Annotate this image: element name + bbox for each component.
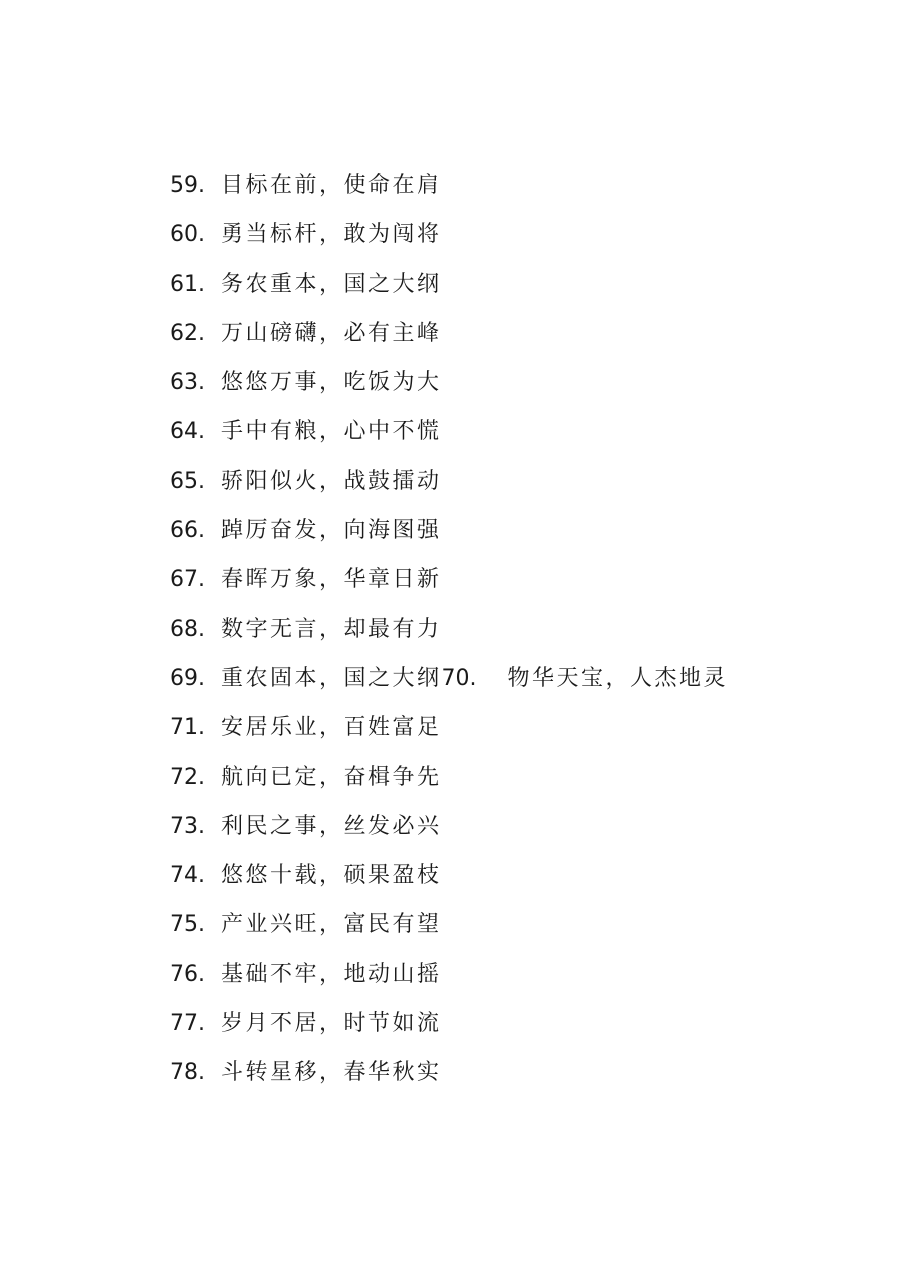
item-text: 基础不牢，地动山摇	[221, 961, 442, 987]
list-item	[170, 407, 850, 456]
item-text: 岁月不居，时节如流	[221, 1011, 442, 1037]
slogan-list	[170, 161, 850, 1098]
item-number: 64.	[170, 419, 205, 445]
item-number: 77.	[170, 1011, 205, 1037]
item-text: 斗转星移，春华秋实	[221, 1060, 442, 1086]
item-number: 78.	[170, 1060, 205, 1086]
item-number: 75.	[170, 912, 205, 938]
item-number: 63.	[170, 370, 205, 396]
list-item	[170, 555, 850, 604]
list-item	[170, 851, 850, 900]
item-text: 踔厉奋发，向海图强	[221, 518, 442, 544]
list-item	[170, 900, 850, 949]
list-item	[170, 703, 850, 752]
item-text: 安居乐业，百姓富足	[221, 715, 442, 741]
list-item	[170, 654, 850, 703]
item-text: 春晖万象，华章日新	[221, 567, 442, 593]
item-number: 71.	[170, 715, 205, 741]
item-text: 务农重本，国之大纲	[221, 271, 442, 297]
list-item	[170, 506, 850, 555]
item-number: 70.	[441, 665, 477, 691]
item-text: 悠悠十载，硕果盈枝	[221, 863, 442, 889]
list-item	[170, 260, 850, 309]
item-text: 航向已定，奋楫争先	[221, 764, 442, 790]
item-number: 60.	[170, 222, 205, 248]
item-text: 物华天宝，人杰地灵	[507, 665, 729, 691]
item-number: 61.	[170, 271, 205, 297]
list-item	[170, 1048, 850, 1097]
list-item	[170, 802, 850, 851]
item-number: 72.	[170, 764, 205, 790]
item-number: 69.	[170, 665, 205, 691]
item-number: 68.	[170, 616, 205, 642]
item-number: 65.	[170, 468, 205, 494]
list-item	[170, 161, 850, 210]
item-text: 骄阳似火，战鼓擂动	[221, 468, 442, 494]
item-text: 手中有粮，心中不慌	[221, 419, 442, 445]
item-text: 利民之事，丝发必兴	[221, 813, 442, 839]
list-item	[170, 605, 850, 654]
item-text: 悠悠万事，吃饭为大	[221, 370, 442, 396]
item-text: 勇当标杆，敢为闯将	[221, 222, 442, 248]
item-text: 数字无言，却最有力	[221, 616, 442, 642]
item-text: 产业兴旺，富民有望	[221, 912, 442, 938]
item-number: 74.	[170, 863, 205, 889]
item-number: 62.	[170, 320, 205, 346]
item-number: 76.	[170, 961, 205, 987]
merged-item	[442, 654, 729, 703]
item-text: 万山磅礴，必有主峰	[221, 320, 442, 346]
list-item	[170, 358, 850, 407]
list-item	[170, 753, 850, 802]
item-text: 目标在前，使命在肩	[221, 173, 442, 198]
item-number: 66.	[170, 518, 205, 544]
list-item	[170, 457, 850, 506]
item-number: 59.	[170, 173, 205, 198]
list-item	[170, 950, 850, 999]
item-number: 73.	[170, 813, 205, 839]
list-item	[170, 999, 850, 1048]
item-text: 重农固本，国之大纲	[221, 665, 442, 691]
item-number: 67.	[170, 567, 205, 593]
list-item	[170, 210, 850, 259]
list-item	[170, 309, 850, 358]
